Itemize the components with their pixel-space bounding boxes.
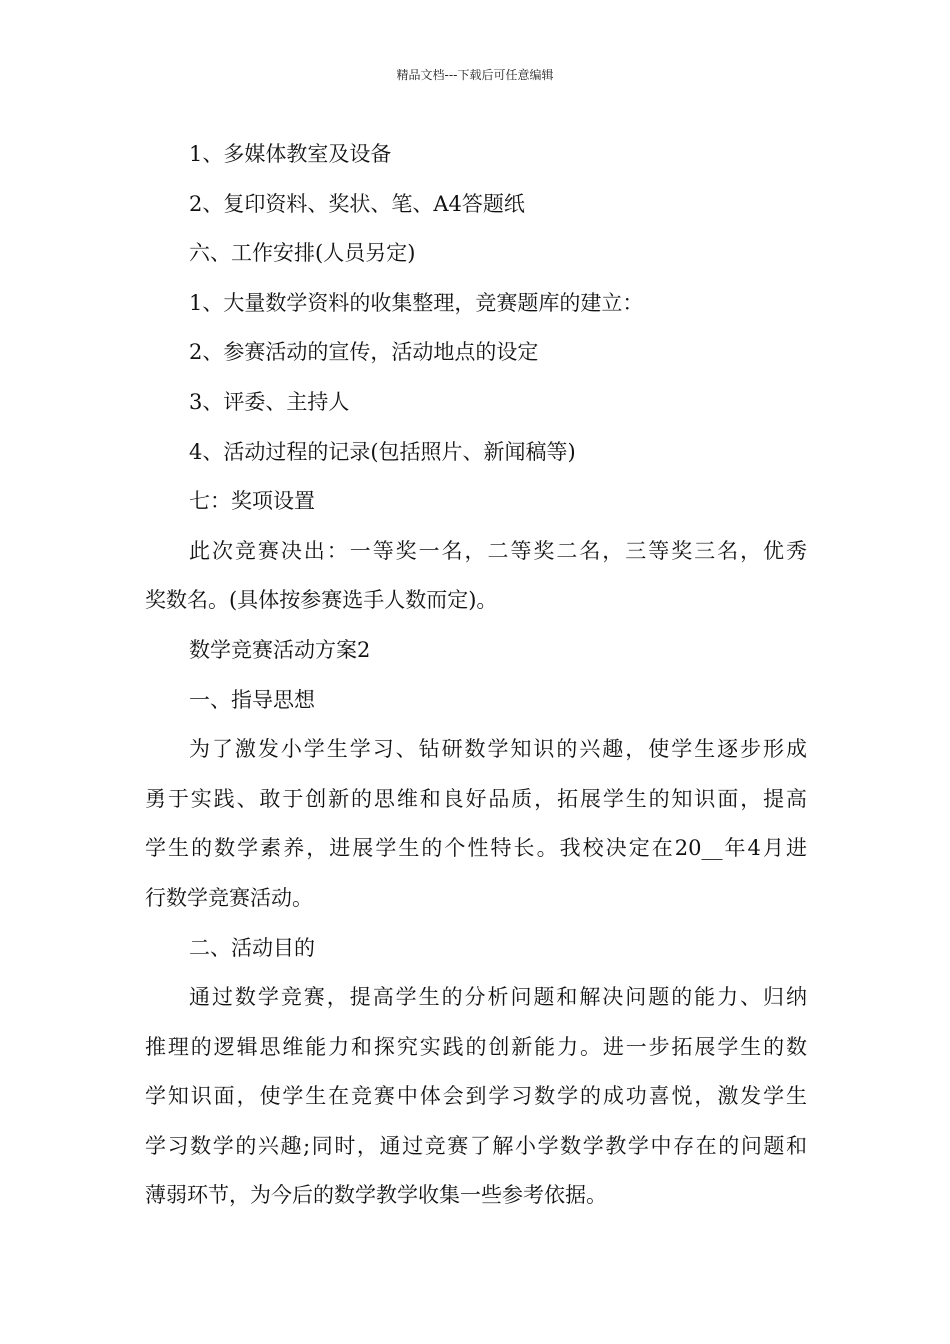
paragraph-line: 勇于实践、敢于创新的思维和良好品质，拓展学生的知识面，提高: [145, 786, 807, 811]
paragraph-line: 学知识面，使学生在竞赛中体会到学习数学的成功喜悦，激发学生: [145, 1084, 807, 1109]
paragraph-line: 薄弱环节，为今后的数学教学收集一些参考依据。: [145, 1183, 607, 1208]
section-heading: 六、工作安排(人员另定): [189, 241, 416, 266]
paragraph-line: 推理的逻辑思维能力和探究实践的创新能力。进一步拓展学生的数: [145, 1034, 807, 1059]
section-heading: 一、指导思想: [189, 687, 315, 712]
section-heading: 七：奖项设置: [189, 489, 315, 514]
document-body: [145, 130, 807, 1221]
paragraph-line: 此次竞赛决出：一等奖一名，二等奖二名，三等奖三名，优秀: [189, 538, 807, 563]
paragraph-line: 学生的数学素养，进展学生的个性特长。我校决定在20__年4月进: [145, 836, 807, 861]
paragraph-line: 行数学竞赛活动。: [145, 885, 313, 910]
page-header: 精品文档---下载后可任意编辑: [396, 68, 554, 82]
list-item: 3、评委、主持人: [189, 389, 350, 414]
document-subtitle: 数学竞赛活动方案2: [189, 637, 371, 662]
paragraph-line: 学习数学的兴趣;同时，通过竞赛了解小学数学教学中存在的问题和: [145, 1133, 807, 1158]
paragraph-line: 奖数名。(具体按参赛选手人数而定)。: [145, 588, 498, 613]
list-item: 2、复印资料、奖状、笔、A4答题纸: [189, 191, 525, 216]
list-item: 4、活动过程的记录(包括照片、新闻稿等): [189, 439, 576, 464]
list-item: 2、参赛活动的宣传，活动地点的设定: [189, 340, 539, 365]
paragraph-line: 为了激发小学生学习、钻研数学知识的兴趣，使学生逐步形成: [189, 737, 807, 762]
list-item: 1、多媒体教室及设备: [189, 142, 392, 166]
paragraph-line: 通过数学竞赛，提高学生的分析问题和解决问题的能力、归纳: [189, 985, 807, 1010]
list-item: 1、大量数学资料的收集整理，竞赛题库的建立：: [189, 290, 644, 315]
section-heading: 二、活动目的: [189, 935, 315, 960]
